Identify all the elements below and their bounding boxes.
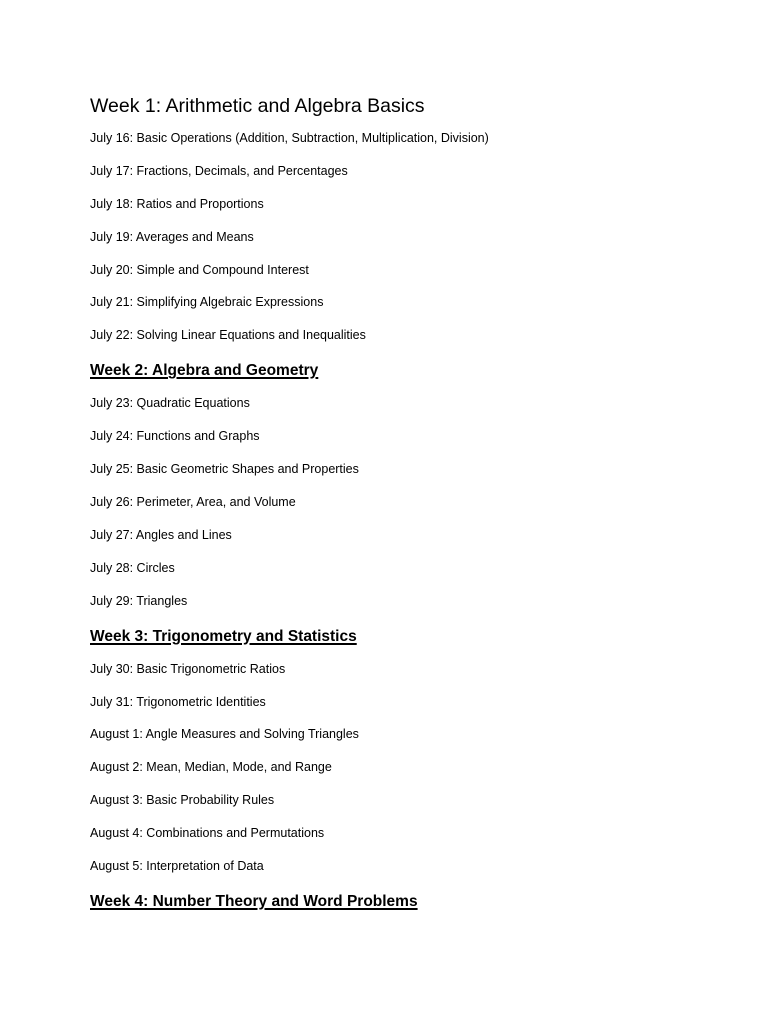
list-item: August 5: Interpretation of Data <box>90 859 264 874</box>
list-item: July 27: Angles and Lines <box>90 527 232 542</box>
list-item: July 16: Basic Operations (Addition, Subtraction, Multiplication, Division) <box>90 131 489 145</box>
week-1-heading: Week 1: Arithmetic and Algebra Basics <box>90 95 425 117</box>
list-item: August 2: Mean, Median, Mode, and Range <box>90 760 332 775</box>
week-3-section <box>90 627 710 874</box>
week-4-heading: Week 4: Number Theory and Word Problems <box>90 893 418 911</box>
list-item: July 24: Functions and Graphs <box>90 429 260 444</box>
list-item: August 3: Basic Probability Rules <box>90 793 275 808</box>
week-3-heading: Week 3: Trigonometry and Statistics <box>90 627 357 645</box>
list-item: July 25: Basic Geometric Shapes and Properties <box>90 462 359 477</box>
list-item: July 22: Solving Linear Equations and Inequalities <box>90 328 366 343</box>
list-item: July 23: Quadratic Equations <box>90 396 250 411</box>
week-2-list <box>90 395 710 608</box>
list-item: July 29: Triangles <box>90 593 188 608</box>
week-1-list <box>90 130 710 343</box>
list-item: July 18: Ratios and Proportions <box>90 196 264 211</box>
week-3-list <box>90 661 710 874</box>
list-item: July 17: Fractions, Decimals, and Percentages <box>90 163 348 178</box>
list-item: August 4: Combinations and Permutations <box>90 826 325 841</box>
week-2-heading: Week 2: Algebra and Geometry <box>90 362 319 380</box>
document-content <box>90 94 710 926</box>
list-item: July 31: Trigonometric Identities <box>90 694 266 709</box>
week-1-section <box>90 94 710 343</box>
week-4-section <box>90 892 710 912</box>
list-item: August 1: Angle Measures and Solving Triangles <box>90 727 359 742</box>
list-item: July 19: Averages and Means <box>90 229 254 244</box>
list-item: July 30: Basic Trigonometric Ratios <box>90 661 286 676</box>
list-item: July 20: Simple and Compound Interest <box>90 262 309 277</box>
list-item: July 28: Circles <box>90 560 175 575</box>
list-item: July 21: Simplifying Algebraic Expressions <box>90 295 324 310</box>
week-2-section <box>90 361 710 608</box>
list-item: July 26: Perimeter, Area, and Volume <box>90 495 296 510</box>
